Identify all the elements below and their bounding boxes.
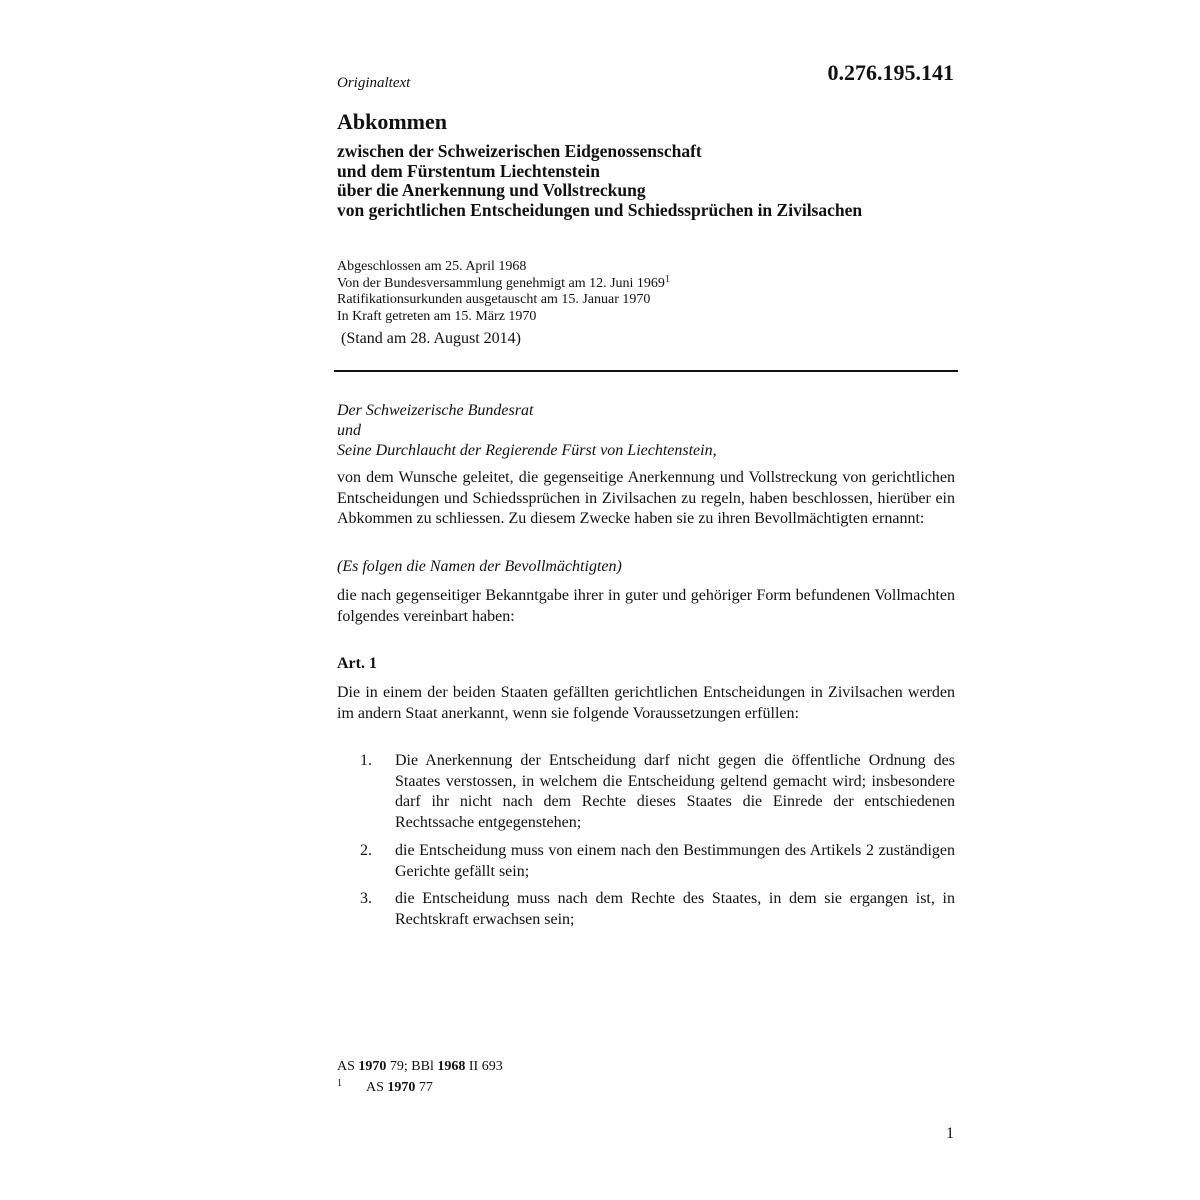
fn1-year: 1970 <box>387 1080 416 1095</box>
subtitle-line: über die Anerkennung und Vollstreckung <box>337 180 646 200</box>
source-footnote <box>337 1059 503 1075</box>
sr-number: 0.276.195.141 <box>827 60 954 85</box>
bbl-rest: II 693 <box>468 1059 503 1074</box>
status-date: (Stand am 28. August 2014) <box>341 330 521 347</box>
preamble-paragraph-2: die nach gegenseitiger Bekanntgabe ihrer in guter und gehöriger Form befundenen Vollmachten folgendes vereinbart haben: <box>337 587 955 625</box>
preamble-and: und <box>337 422 361 439</box>
treaty-metadata <box>337 259 670 325</box>
bbl-year: 1968 <box>437 1059 466 1074</box>
page-number: 1 <box>946 1125 954 1142</box>
article-1-intro: Die in einem der beiden Staaten gefällten gerichtlichen Entscheidungen in Zivilsachen werden im andern Staat anerkannt, wenn sie folgende Voraussetzungen erfüllen: <box>337 684 955 722</box>
document-title: Abkommen <box>337 109 448 134</box>
footnote-ref[interactable]: 1 <box>664 273 670 285</box>
approval-line <box>337 273 670 293</box>
preamble-plenipotentiaries: (Es folgen die Namen der Bevollmächtigten) <box>337 558 622 575</box>
footnote-mark: 1 <box>337 1078 342 1089</box>
document-subtitle <box>337 142 862 220</box>
in-force-date: In Kraft getreten am 15. März 1970 <box>337 308 537 324</box>
list-text: die Entscheidung muss nach dem Rechte des Staates, in dem sie ergangen ist, in Rechtskraft erwachsen sein; <box>395 890 955 928</box>
list-number: 1. <box>360 752 372 769</box>
as-page: 79; BBl <box>389 1059 434 1074</box>
subtitle-line: zwischen der Schweizerischen Eidgenossenschaft <box>337 141 702 161</box>
footnote-1 <box>337 1080 433 1096</box>
preamble-party-1: Der Schweizerische Bundesrat <box>337 402 534 419</box>
list-number: 2. <box>360 842 372 859</box>
as-year: 1970 <box>358 1059 387 1074</box>
list-item <box>337 751 955 833</box>
subtitle-line: und dem Fürstentum Liechtenstein <box>337 160 600 181</box>
concluded-date: Abgeschlossen am 25. April 1968 <box>337 259 527 274</box>
list-number: 3. <box>360 890 372 907</box>
list-text: die Entscheidung muss von einem nach den Bestimmungen des Artikels 2 zuständigen Gerichte gefällt sein; <box>395 842 955 880</box>
fn1-prefix: AS <box>366 1080 384 1095</box>
fn1-page: 77 <box>418 1080 433 1095</box>
approved-date: Von der Bundesversammlung genehmigt am 12. Juni 1969 <box>337 275 665 291</box>
list-text: Die Anerkennung der Entscheidung darf nicht gegen die öffentliche Ordnung des Staates verstossen, in welchem die Entscheidung geltend gemacht wird; insbesondere darf ihr nicht nach dem Rechte dieses Staates die Einrede der entschiedenen Rechtssache entgegenstehen; <box>395 752 955 831</box>
list-item <box>337 889 955 930</box>
header-divider <box>334 370 958 372</box>
original-text-label: Originaltext <box>337 75 411 91</box>
subtitle-line: von gerichtlichen Entscheidungen und Schiedssprüchen in Zivilsachen <box>337 199 863 220</box>
preamble-paragraph-1: von dem Wunsche geleitet, die gegenseitige Anerkennung und Vollstreckung von gerichtlichen Entscheidungen und Schiedssprüchen in Zivilsachen zu regeln, haben beschlossen, hierüber ein Abkommen zu schliessen. Zu diesem Zwecke haben sie zu ihren Bevollmächtigten ernannt: <box>337 469 955 527</box>
as-prefix: AS <box>337 1059 355 1074</box>
article-1-heading: Art. 1 <box>337 655 377 672</box>
list-item <box>337 841 955 882</box>
preamble-party-2: Seine Durchlaucht der Regierende Fürst von Liechtenstein, <box>337 442 717 459</box>
ratification-date: Ratifikationsurkunden ausgetauscht am 15. Januar 1970 <box>337 292 651 307</box>
